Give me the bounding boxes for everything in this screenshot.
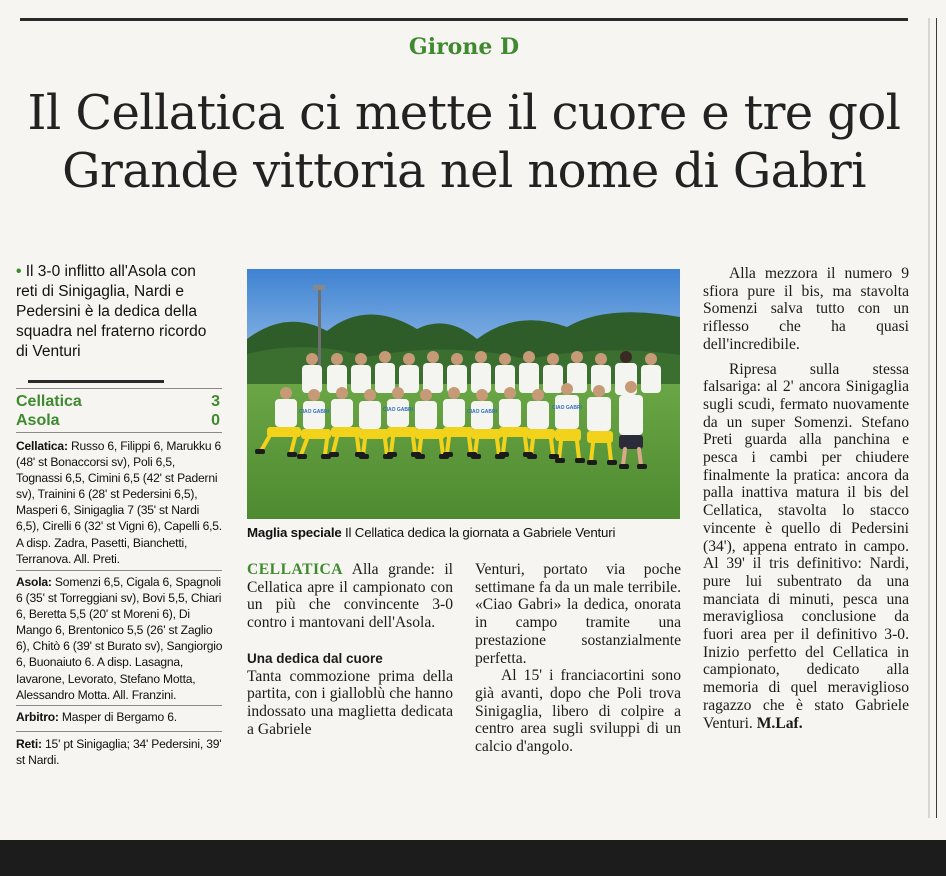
summary <box>16 262 221 362</box>
headline <box>10 84 918 200</box>
team-photo-image <box>247 269 680 519</box>
lineup-divider-1 <box>16 570 222 571</box>
page-edge <box>928 18 930 818</box>
score-divider-top <box>16 388 222 389</box>
goals-text: 15' pt Sinigaglia; 34' Pedersini, 39' st Nardi. <box>16 737 222 768</box>
bottom-bar <box>0 840 946 876</box>
article-paragraph-2a: Tanta commozione prima della partita, con i gialloblù che hanno indossato una maglietta dedicata a Gabriele <box>247 667 453 738</box>
article-paragraph-2b: Venturi, portato via poche settimane fa da un male terribile. «Ciao Gabri» la dedica, onorata in campo tramite una prestazione sostanzialmente perfetta. <box>475 561 681 667</box>
lineup-home <box>16 438 224 567</box>
article-kicker: CELLATICA <box>247 561 344 578</box>
shirt-banner: CIAO GABRI <box>552 405 582 411</box>
section-label: Girone D <box>408 34 520 60</box>
score-away-goals: 0 <box>211 412 220 429</box>
caption-bold: Maglia speciale <box>247 525 342 540</box>
goals <box>16 736 224 768</box>
score-away-team: Asola <box>16 412 60 429</box>
score-home-goals: 3 <box>211 393 220 410</box>
lineup-home-text: Russo 6, Filippi 6, Marukku 6 (48' st Bonaccorsi sv), Poli 6,5, Tognassi 6,5, Cimini 6,5 (42' st Paderni sv), Trainini 6 (28' st Pedersini 6,5), Masperi 6, Sinigaglia 7 (35' st Nardi 6,5), Cirelli 6 (32' st Vigni 6), Capelli 6,5. A disp. Zadra, Pasetti, Bianchetti, Terranova. All. Preti. <box>16 439 222 566</box>
referee-text: Masper di Bergamo 6. <box>58 710 177 724</box>
lineup-divider-3 <box>16 731 222 732</box>
summary-divider <box>28 380 164 383</box>
score-home <box>16 393 222 411</box>
photo-caption <box>247 524 687 541</box>
lineup-home-label: Cellatica: <box>16 439 68 453</box>
lineup-away-label: Asola: <box>16 575 52 589</box>
score-away <box>16 412 222 430</box>
score-divider-bottom <box>16 432 222 433</box>
article-intro: Alla grande: il Cellatica apre il campionato con un più che convincente 3-0 contro i mantovani dell'Asola. <box>247 561 453 632</box>
page-edge-line <box>936 18 937 818</box>
shirt-banner: CIAO GABRI <box>467 409 497 415</box>
shirt-banner: CIAO GABRI <box>299 409 329 415</box>
score-home-team: Cellatica <box>16 393 82 410</box>
summary-text: Il 3-0 inflitto all'Asola con reti di Sinigaglia, Nardi e Pedersini è la dedica della squadra nel fraterno ricordo di Venturi <box>16 263 207 360</box>
summary-bullet: • <box>16 263 22 280</box>
article-column-2 <box>475 561 681 756</box>
goals-label: Reti: <box>16 737 42 751</box>
article-column-3 <box>703 265 909 732</box>
lineup-divider-2 <box>16 705 222 706</box>
article-paragraph-3: Al 15' i franciacortini sono già avanti, dopo che Poli trova Sinigaglia, libero di colpire a centro area sugli sviluppi di un calcio d'angolo. <box>475 667 681 756</box>
lineup-away-text: Somenzi 6,5, Cigala 6, Spagnoli 6 (35' st Torreggiani sv), Bovi 5,5, Chiari 6, Beretta 5,5 (20' st Moreni 6), Di Mango 6, Brentonico 5,5 (26' st Zaglio 6), Chitò 6 (39' st Burato sv), Sangiorgio 6, Buonaiuto 6. A disp. Lasagna, Iavarone, Levorato, Stefano Motta, Alessandro Motta. All. Franzini. <box>16 575 223 702</box>
top-rule <box>20 18 908 21</box>
shirt-banner: CIAO GABRI <box>383 407 413 413</box>
lineup-away <box>16 574 224 703</box>
referee <box>16 709 224 725</box>
article-subhead: Una dedica dal cuore <box>247 650 383 666</box>
headline-line-2: Grande vittoria nel nome di Gabri <box>62 143 866 199</box>
article-column-1 <box>247 561 453 738</box>
headline-line-1: Il Cellatica ci mette il cuore e tre gol <box>27 85 901 141</box>
referee-label: Arbitro: <box>16 710 59 724</box>
article-paragraph-5: Ripresa sulla stessa falsariga: al 2' ancora Sinigaglia sugli scudi, fermato nuovamente da un super Somenzi. Stefano Preti guarda alla panchina e pesca i cambi per chiudere finalmente la pratica: ancora da palla inattiva matura il bis del Cellatica, stavolta lo stacco vincente è quello di Pedersini (34'), appena entrato in campo. Al 39' il tris definitivo: Nardi, pure lui subentrato da una manciata di minuti, pesca una meravigliosa conclusione da fuori area per il definitivo 3-0. Inizio perfetto del Cellatica in campionato, dedicato alla memoria di quel meraviglioso ragazzo che è stato Gabriele Venturi. <box>703 360 909 732</box>
article-signature: M.Laf. <box>756 714 803 732</box>
caption-text: Il Cellatica dedica la giornata a Gabriele Venturi <box>341 525 616 540</box>
article-paragraph-4: Alla mezzora il numero 9 sfiora pure il bis, ma stavolta Somenzi salva tutto con un riflesso che ha quasi dell'incredibile. <box>703 265 909 353</box>
team-photo <box>247 269 680 519</box>
